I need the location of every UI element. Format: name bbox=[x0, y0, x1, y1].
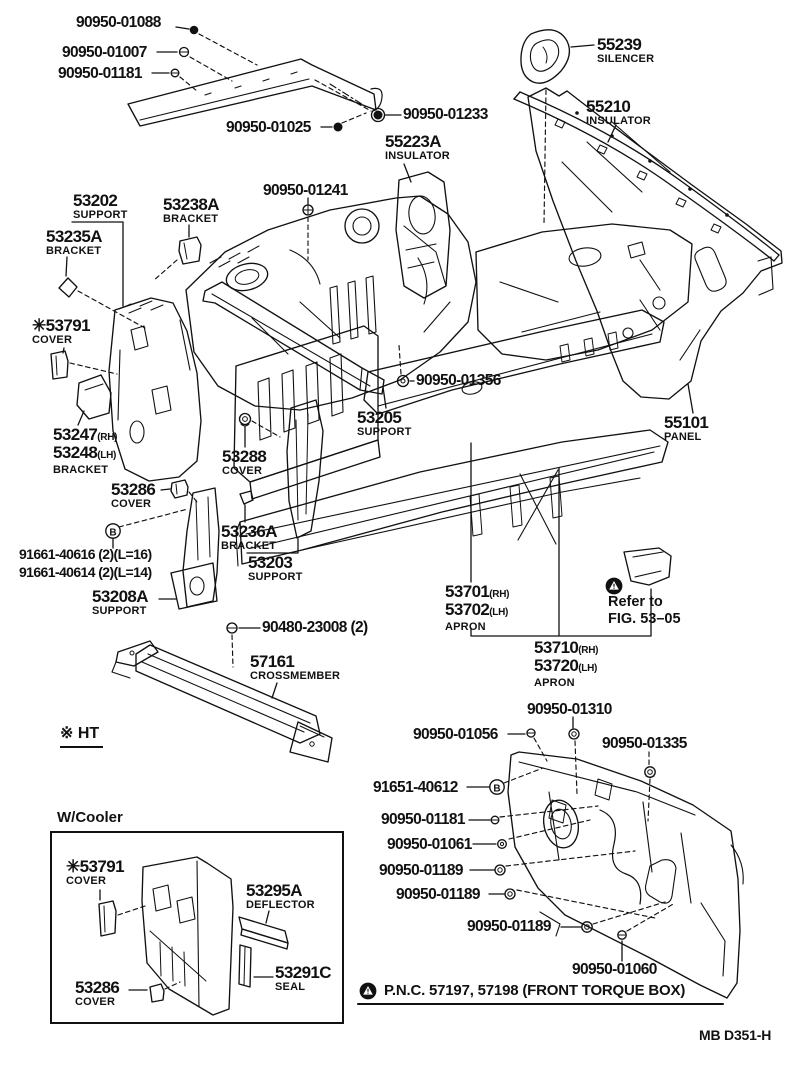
part-number: 53288 bbox=[222, 447, 267, 466]
part-number: 53247 bbox=[53, 425, 98, 444]
part-number: 53701 bbox=[445, 582, 490, 601]
bolt-icon bbox=[227, 623, 237, 633]
part-number: 53286 bbox=[75, 978, 120, 997]
label-90950-01233: 90950-01233 bbox=[403, 106, 488, 123]
label-53208a bbox=[92, 589, 148, 617]
panel-55101-shape bbox=[528, 88, 782, 399]
label-53295a bbox=[246, 883, 315, 911]
label-53286-main bbox=[111, 482, 155, 510]
part-caption: BRACKET bbox=[46, 245, 102, 257]
caution-triangle-icon bbox=[606, 578, 623, 595]
label-90950-01088: 90950-01088 bbox=[76, 14, 161, 31]
label-53791-wcooler bbox=[66, 859, 124, 887]
label-90950-01061: 90950-01061 bbox=[387, 836, 472, 853]
label-90950-01025: 90950-01025 bbox=[226, 119, 311, 136]
part-number: 53202 bbox=[73, 191, 118, 210]
caution-triangle-icon bbox=[360, 983, 377, 1000]
part-caption: PANEL bbox=[664, 431, 702, 443]
nut-icon bbox=[645, 767, 655, 778]
label-90950-01189-3: 90950-01189 bbox=[467, 918, 551, 935]
part-number: 53720 bbox=[534, 656, 579, 675]
ht-marker-note: ※ HT bbox=[60, 723, 103, 748]
label-90950-01181-bottom: 90950-01181 bbox=[381, 811, 465, 828]
nut-icon bbox=[505, 889, 515, 899]
part-caption: APRON bbox=[534, 677, 575, 689]
label-90950-01356: 90950-01356 bbox=[416, 372, 501, 389]
label-90950-01056: 90950-01056 bbox=[413, 726, 498, 743]
label-90950-01335: 90950-01335 bbox=[602, 735, 687, 752]
nut-icon bbox=[495, 865, 505, 875]
clip-icon bbox=[334, 123, 343, 132]
label-53291c bbox=[275, 965, 331, 993]
label-53202 bbox=[73, 193, 128, 221]
nut-icon bbox=[582, 922, 592, 932]
label-55101 bbox=[664, 415, 708, 443]
part-caption: INSULATOR bbox=[586, 115, 651, 127]
svg-text:B: B bbox=[109, 527, 117, 539]
screw-icon bbox=[527, 729, 535, 737]
part-number: 55239 bbox=[597, 35, 642, 54]
part-caption: SUPPORT bbox=[248, 571, 303, 583]
label-53247-53248 bbox=[53, 427, 117, 476]
part-number: 53208A bbox=[92, 587, 148, 606]
label-91661-40616: 91661-40616 (2)(L=16) bbox=[19, 546, 152, 562]
screw-icon bbox=[180, 48, 189, 57]
part-caption: BRACKET bbox=[221, 540, 277, 552]
part-number: 53710 bbox=[534, 638, 579, 657]
rh-suffix: (RH) bbox=[578, 645, 599, 656]
part-number: ✳53791 bbox=[32, 316, 90, 335]
label-53236a bbox=[221, 524, 277, 552]
part-number: 55210 bbox=[586, 97, 631, 116]
label-57161 bbox=[250, 654, 340, 682]
label-53203 bbox=[248, 555, 303, 583]
screw-icon bbox=[498, 840, 507, 849]
lh-suffix: (LH) bbox=[578, 663, 598, 674]
refer-line-1: Refer to bbox=[608, 594, 663, 610]
label-90950-01189-2: 90950-01189 bbox=[396, 886, 480, 903]
part-number: 53286 bbox=[111, 480, 156, 499]
screw-icon bbox=[303, 205, 313, 215]
part-caption: SILENCER bbox=[597, 53, 655, 65]
label-53288 bbox=[222, 449, 266, 477]
plate-code: MB D351-H bbox=[699, 1027, 772, 1043]
part-number: 53236A bbox=[221, 522, 277, 541]
label-90950-01181-top: 90950-01181 bbox=[58, 65, 142, 82]
svg-text:B: B bbox=[493, 783, 501, 795]
label-90950-01060: 90950-01060 bbox=[572, 961, 657, 978]
label-53286-wcooler bbox=[75, 980, 119, 1008]
label-90480-23008: 90480-23008 (2) bbox=[262, 619, 368, 636]
part-caption: INSULATOR bbox=[385, 150, 450, 162]
part-caption: BRACKET bbox=[163, 213, 219, 225]
clip-icon bbox=[190, 26, 199, 35]
lh-suffix: (LH) bbox=[489, 607, 509, 618]
screw-icon bbox=[171, 69, 179, 77]
part-number-lh-line bbox=[534, 658, 598, 676]
part-number: 53203 bbox=[248, 553, 293, 572]
lh-suffix: (LH) bbox=[97, 450, 117, 461]
nut-icon bbox=[240, 414, 251, 427]
part-number: ✳53791 bbox=[66, 857, 124, 876]
part-caption: BRACKET bbox=[53, 464, 109, 476]
part-number: 53291C bbox=[275, 963, 331, 982]
part-number-lh-line bbox=[53, 445, 117, 463]
part-caption: CROSSMEMBER bbox=[250, 670, 341, 682]
part-caption: SUPPORT bbox=[357, 426, 412, 438]
refer-to-note bbox=[608, 594, 681, 628]
part-caption: APRON bbox=[445, 621, 486, 633]
part-number: 53238A bbox=[163, 195, 219, 214]
refer-clip-shape bbox=[624, 548, 671, 585]
label-53701-53702 bbox=[445, 584, 509, 633]
part-caption: COVER bbox=[111, 498, 152, 510]
label-55210 bbox=[586, 99, 651, 127]
bolt-size-b-icon bbox=[490, 780, 504, 795]
label-53205 bbox=[357, 410, 412, 438]
refer-line-2: FIG. 53–05 bbox=[608, 611, 681, 627]
part-caption: COVER bbox=[75, 996, 116, 1008]
label-91661-40614: 91661-40614 (2)(L=14) bbox=[19, 564, 152, 580]
part-number: 53295A bbox=[246, 881, 302, 900]
part-caption: SUPPORT bbox=[92, 605, 147, 617]
label-90950-01310: 90950-01310 bbox=[527, 701, 612, 718]
rh-suffix: (RH) bbox=[97, 432, 118, 443]
label-91651-40612: 91651-40612 bbox=[373, 779, 458, 796]
label-55223a bbox=[385, 134, 450, 162]
label-90950-01189-1: 90950-01189 bbox=[379, 862, 463, 879]
clip-icon bbox=[372, 109, 385, 122]
part-number: 53248 bbox=[53, 443, 98, 462]
wcooler-title: W/Cooler bbox=[57, 809, 123, 826]
bolt-size-b-icon bbox=[106, 524, 120, 539]
rh-suffix: (RH) bbox=[489, 589, 510, 600]
part-number: 57161 bbox=[250, 652, 295, 671]
part-number: 53702 bbox=[445, 600, 490, 619]
part-caption: COVER bbox=[222, 465, 263, 477]
cowl-brace-strip-shape bbox=[128, 59, 382, 126]
label-53235a bbox=[46, 229, 102, 257]
label-90950-01007: 90950-01007 bbox=[62, 44, 147, 61]
nut-icon bbox=[569, 729, 579, 739]
part-number: 53205 bbox=[357, 408, 402, 427]
part-number: 55223A bbox=[385, 132, 441, 151]
pnc-note: P.N.C. 57197, 57198 (FRONT TORQUE BOX) bbox=[384, 982, 686, 999]
part-number: 55101 bbox=[664, 413, 709, 432]
label-53791-main bbox=[32, 318, 90, 346]
part-caption: COVER bbox=[66, 875, 107, 887]
silencer-55239-shape bbox=[521, 30, 570, 83]
screw-icon bbox=[491, 816, 499, 824]
part-number: 53235A bbox=[46, 227, 102, 246]
label-53238a bbox=[163, 197, 219, 225]
part-caption: DEFLECTOR bbox=[246, 899, 315, 911]
insulator-55223a-shape bbox=[396, 172, 450, 298]
part-caption: SUPPORT bbox=[73, 209, 128, 221]
part-number-lh-line bbox=[445, 602, 509, 620]
label-90950-01241: 90950-01241 bbox=[263, 182, 348, 199]
label-55239 bbox=[597, 37, 654, 65]
part-caption: COVER bbox=[32, 334, 73, 346]
part-caption: SEAL bbox=[275, 981, 306, 993]
screw-icon bbox=[618, 931, 626, 939]
label-53710-53720 bbox=[534, 640, 598, 689]
